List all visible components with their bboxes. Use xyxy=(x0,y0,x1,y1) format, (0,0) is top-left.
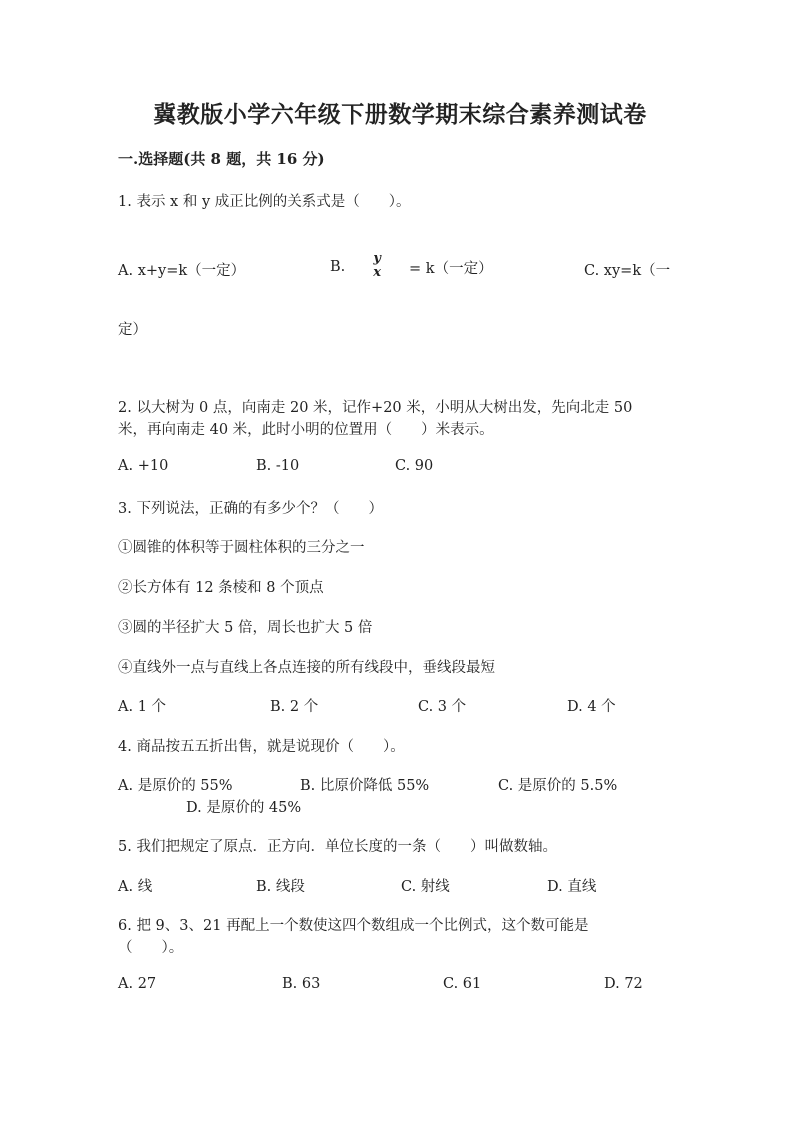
question-3-option-d: D. 4 个 xyxy=(567,699,616,715)
question-6-option-a: A. 27 xyxy=(118,976,157,992)
question-2-stem-line1: 2. 以大树为 0 点，向南走 20 米，记作+20 米，小明从大树出发，先向北走 50 xyxy=(118,400,633,416)
question-2-option-b: B. -10 xyxy=(256,458,300,474)
question-3-statement-2: ②长方体有 12 条棱和 8 个顶点 xyxy=(118,580,324,596)
question-3-option-c: C. 3 个 xyxy=(418,699,467,715)
question-6-option-d: D. 72 xyxy=(604,976,643,992)
question-4-option-d: D. 是原价的 45% xyxy=(186,800,302,816)
question-2-option-c: C. 90 xyxy=(395,458,434,474)
question-5-option-a: A. 线 xyxy=(118,879,153,895)
option-b-label: B. xyxy=(330,259,346,275)
question-3-statement-3: ③圆的半径扩大 5 倍，周长也扩大 5 倍 xyxy=(118,620,373,636)
question-4-option-b: B. 比原价降低 55% xyxy=(300,778,430,794)
question-5-option-c: C. 射线 xyxy=(401,879,450,895)
question-6-stem-line2: （ ）。 xyxy=(118,940,184,956)
question-3-option-b: B. 2 个 xyxy=(270,699,319,715)
question-3-statement-4: ④直线外一点与直线上各点连接的所有线段中，垂线段最短 xyxy=(118,660,495,676)
question-5-stem: 5. 我们把规定了原点．正方向．单位长度的一条（ ）叫做数轴。 xyxy=(118,839,557,855)
question-5-option-d: D. 直线 xyxy=(547,879,597,895)
question-4-stem: 4. 商品按五五折出售，就是说现价（ ）。 xyxy=(118,739,405,755)
question-1-option-c: C. xy=k（一 xyxy=(584,263,671,279)
question-6-option-c: C. 61 xyxy=(443,976,482,992)
question-1-option-b xyxy=(330,252,493,280)
question-1-option-c-wrap: 定） xyxy=(118,322,147,338)
question-3-stem: 3. 下列说法，正确的有多少个？（ ） xyxy=(118,501,383,517)
question-5-option-b: B. 线段 xyxy=(256,879,305,895)
question-6-stem-line1: 6. 把 9、3、21 再配上一个数使这四个数组成一个比例式，这个数可能是 xyxy=(118,918,589,934)
fraction-y-over-x xyxy=(371,252,383,280)
fraction-numerator: y xyxy=(373,251,381,266)
question-2-stem-line2: 米，再向南走 40 米，此时小明的位置用（ ）米表示。 xyxy=(118,422,494,438)
page-title: 冀教版小学六年级下册数学期末综合素养测试卷 xyxy=(153,101,647,128)
option-b-equation: = k（一定） xyxy=(409,260,493,277)
question-3-option-a: A. 1 个 xyxy=(118,699,167,715)
question-4-option-c: C. 是原价的 5.5% xyxy=(498,778,618,794)
question-6-option-b: B. 63 xyxy=(282,976,321,992)
question-1-stem: 1. 表示 x 和 y 成正比例的关系式是（ ）。 xyxy=(118,194,411,210)
question-2-option-a: A. +10 xyxy=(118,458,169,474)
section-heading: 一.选择题(共 8 题，共 16 分) xyxy=(118,150,325,168)
question-1-option-a: A. x+y=k（一定） xyxy=(118,263,246,279)
question-3-statement-1: ①圆锥的体积等于圆柱体积的三分之一 xyxy=(118,540,365,556)
question-4-option-a: A. 是原价的 55% xyxy=(118,778,233,794)
fraction-denominator: x xyxy=(373,265,382,280)
